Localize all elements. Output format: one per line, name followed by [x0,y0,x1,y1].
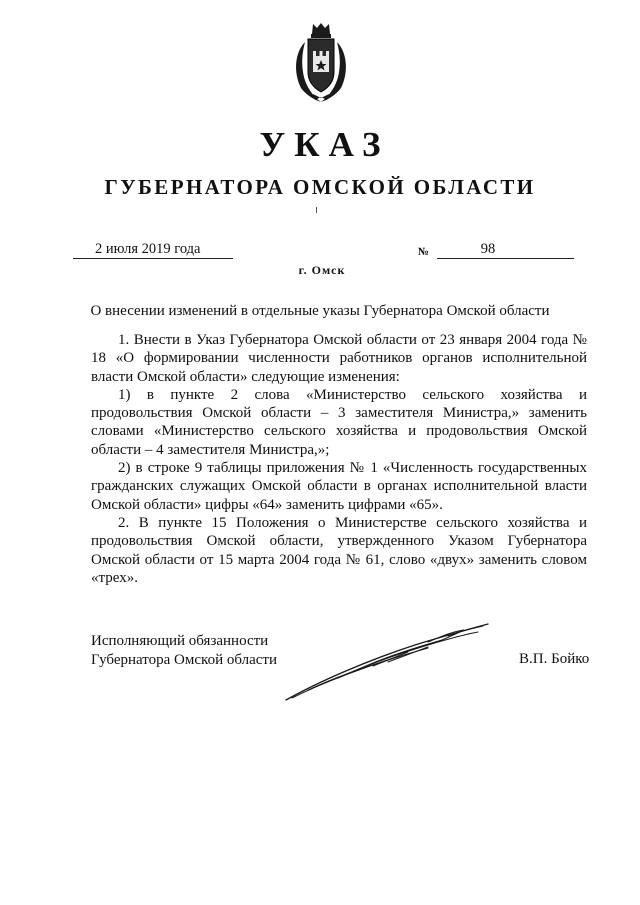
document-body [91,331,587,587]
divider-mark [316,207,317,213]
document-date: 2 июля 2019 года [73,240,233,259]
document-title: УКАЗ [259,125,390,164]
signatory-position-line: Исполняющий обязанности [91,633,269,649]
document-number: 98 [437,240,574,259]
document-city: г. Омск [298,263,346,277]
signatory-position-line: Губернатора Омской области [91,651,277,668]
paragraph: 2) в строке 9 таблицы приложения № 1 «Численность государственных гражданских служащих Омской области в органах исполнительной власти Омской области» цифры «64» заменить цифрами «65». [91,460,587,513]
paragraph: 2. В пункте 15 Положения о Министерстве сельского хозяйства и продовольствия Омской области, утвержденного Указом Губернатора Омской области от 15 марта 2004 года № 61, слово «двух» заменить словом «трех». [91,514,587,586]
signatory-position [91,632,277,669]
signatory-name: В.П. Бойко [519,651,590,667]
handwritten-signature-icon [278,620,494,706]
document-heading: О внесении изменений в отдельные указы Губернатора Омской области [90,303,550,319]
document-subtitle: ГУБЕРНАТОРА ОМСКОЙ ОБЛАСТИ [104,175,536,199]
paragraph: 1) в пункте 2 слова «Министерство сельского хозяйства и продовольствия Омской области – 3 заместителя Министра,» заменить словами «Министерство сельского хозяйства и продовольствия Омской области – 4 заместителя Министра,»; [91,386,587,458]
paragraph: 1. Внести в Указ Губернатора Омской области от 23 января 2004 года № 18 «О формировании численности работников органов исполнительной власти Омской области» следующие изменения: [91,332,587,385]
omsk-oblast-coat-of-arms-icon [291,22,351,104]
number-sign: № [418,246,430,258]
